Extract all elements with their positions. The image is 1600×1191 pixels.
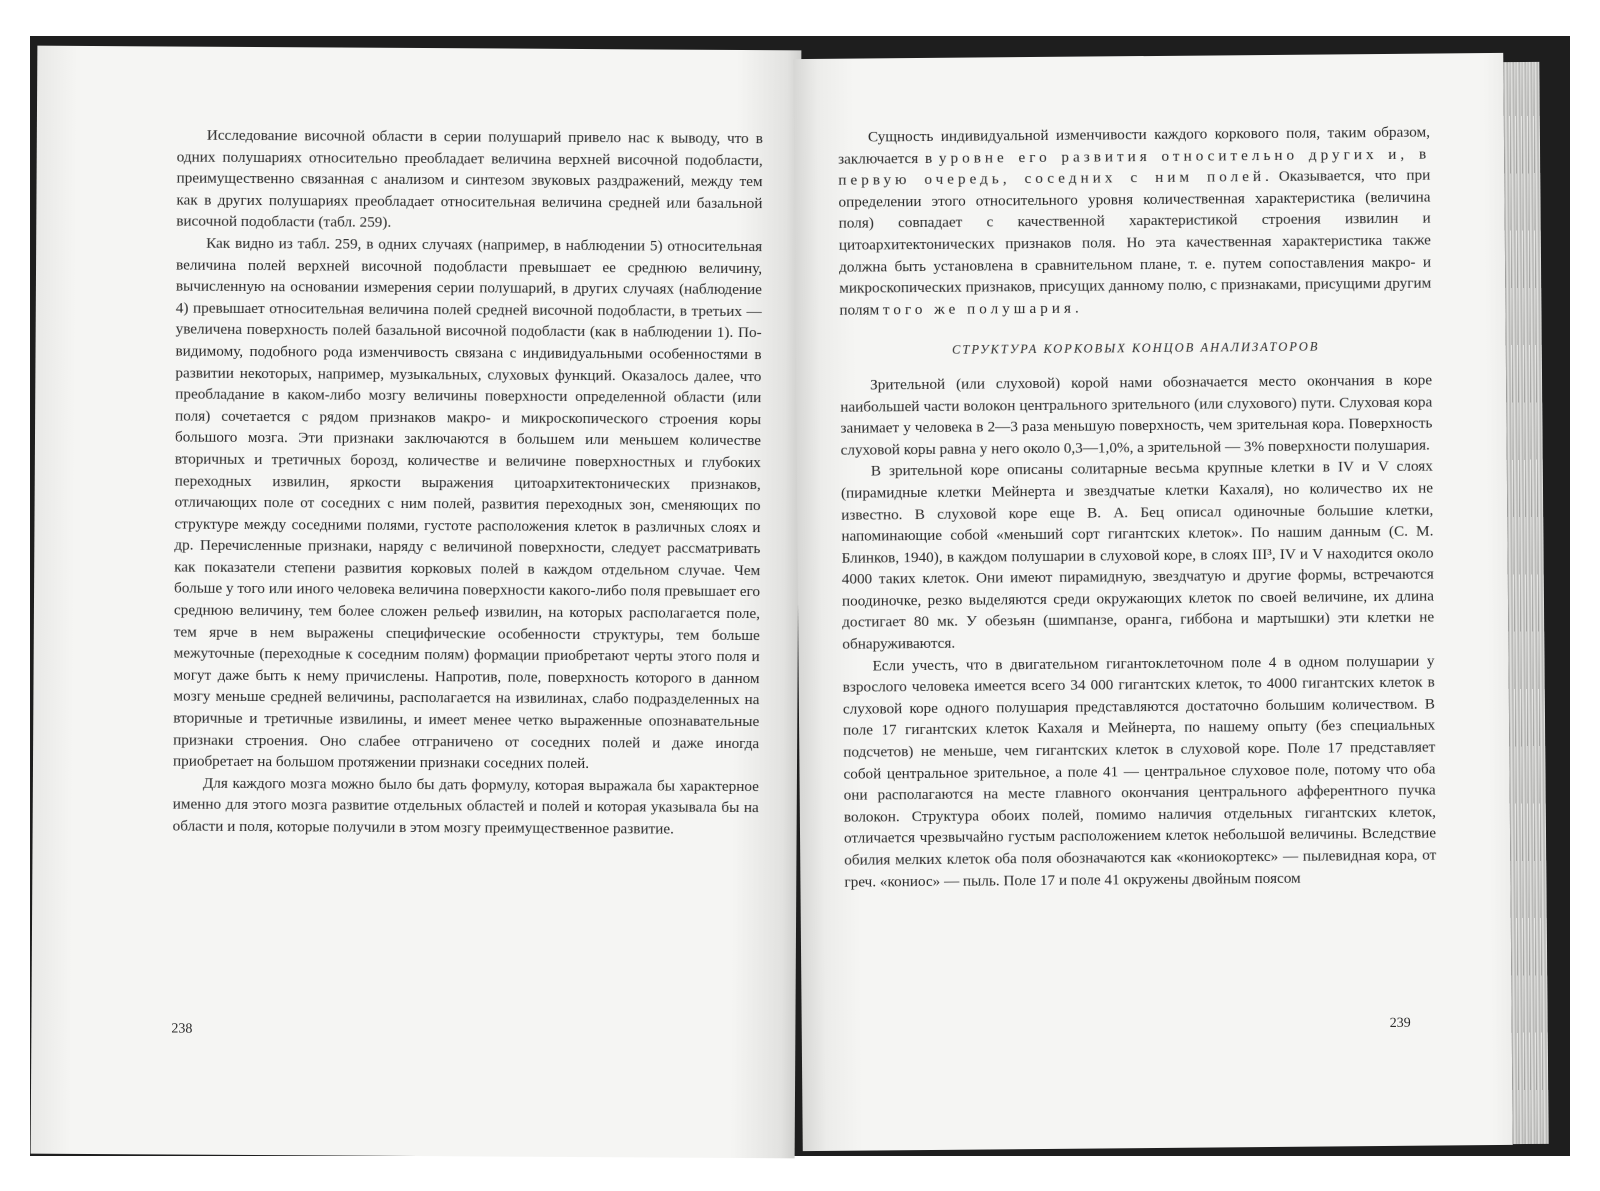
right-page-text — [838, 122, 1437, 893]
left-paragraph-3: Для каждого мозга можно было бы дать формулу, которая выражала бы характерное именно для этого мозга развитие отдельных областей и полей и которая указывала бы на области и поля, которые получили в этом мозгу преимущественное развитие. — [172, 774, 759, 838]
left-paragraph-1: Исследование височной области в серии полушарий привело нас к выводу, что в одних полушариях относительно преобладает величина верхней височной подобласти, преимущественно связанная с анализом и синтезом звуковых раздражений, между тем как в других полушариях преобладает относительная величина средней или базальной височной подобласти (табл. 259). — [176, 126, 763, 232]
left-page — [31, 46, 802, 1159]
right-paragraph-1-end: . — [1074, 299, 1079, 317]
left-page-text — [173, 125, 763, 841]
right-paragraph-1 — [838, 122, 1432, 322]
right-paragraph-1-start: Сущность индивидуальной изменчивости каждого коркового поля, таким образом, заключается в — [838, 123, 1430, 168]
right-paragraph-1-middle: . Оказывается, что при определении этого относительного уровня количественная характеристика (величина поля) совпадает с качественной характеристикой строения извилин и цитоархитектонических признаков поля. Но эта качественная характеристика также должна быть установлена в сравнительном плане, т. е. путем сопоставления макро- и микроскопических признаков, присущих данному полю, с признаками, присущими другим полям — [838, 166, 1432, 319]
left-paragraph-2: Как видно из табл. 259, в одних случаях (например, в наблюдении 5) относительная величина полей верхней височной подобласти превышает ее среднюю величину, вычисленную на основании измерения серии полушарий, в других случаях (наблюдение 4) превышает относительная величина полей средней височной подобласти, в третьих — увеличена поверхность полей базальной височной подобласти (как в наблюдении 1). По-видимому, подобного рода изменчивость связана с индивидуальными особенностями в развитии некоторых, например, музыкальных, слуховых функций. Оказалось далее, что преобладание в каком-либо мозгу величины поверхности определенной области (или поля) сочетается с рядом признаков макро- и микроскопического строения коры большого мозга. Эти признаки заключаются в большем или меньшем количестве вторичных и третичных борозд, количестве и величине поверхностных и глубоких переходных извилин, яркости выражения цитоархитектонических признаков, отличающих поле от соседних с ним полей, развития переходных зон, сменяющих по структуре между соседними полями, густоте расположения клеток в различных слоях и др. Перечисленные признаки, наряду с величиной поверхности, следует рассматривать как показатели степени развития корковых полей в каждом отдельном случае. Чем больше у того или иного человека величина поверхности какого-либо поля превышает его среднюю величину, тем более сложен рельеф извилин, на которых располагается поле, тем ярче в нем выражены специфические особенности структуры, тем больше межуточные (переходные к соседним полям) формации приобретают черты этого поля и могут даже быть к нему причислены. Напротив, поле, поверхность которого в данном мозгу меньше средней величины, располагается на извилинах, слабо подразделенных на вторичные и третичные извилины, и имеет менее четко выраженные опознавательные признаки строения. Оно слабее отграничено от соседних полей и даже иногда приобретает на большом протяжении признаки соседних полей. — [172, 234, 763, 773]
right-paragraph-3: В зрительной коре описаны солитарные весьма крупные клетки в IV и V слоях (пирамидные клетки Мейнерта и звездчатые клетки Кахаля), но количество их не известно. В слуховой коре еще В. А. Бец описал одиночные большие клетки, напоминающие собой «меньший сорт гигантских клеток». По нашим данным (С. М. Блинков, 1940), в каждом полушарии в слуховой коре, в слоях III³, IV и V находится около 4000 таких клеток. Они имеют пирамидную, звездчатую и другие формы, встречаются поодиночке, резко выделяются среди окружающих клеток по своей величине, их длина достигает 80 мк. У обезьян (шимпанзе, оранга, гиббона и мартышки) эти клетки не обнаруживаются. — [840, 457, 1435, 653]
emphasis-same-hemisphere: того же полушария — [882, 299, 1075, 319]
right-page — [793, 53, 1513, 1151]
section-heading: СТРУКТУРА КОРКОВЫХ КОНЦОВ АНАЛИЗАТОРОВ — [952, 339, 1320, 358]
right-paragraph-2: Зрительной (или слуховой) корой нами обозначается место окончания в коре наибольшей части волокон центрального зрительного (или слухового) пути. Слуховая кора занимает у человека в 2—3 раза меньшую поверхность, чем зрительная кора. Поверхность слуховой коры равна у него около 0,3—1,0%, а зрительной — 3% поверхности полушария. — [840, 371, 1433, 459]
right-paragraph-4: Если учесть, что в двигательном гигантоклеточном поле 4 в одном полушарии у взрослого человека имеется всего 34 000 гигантских клеток, то 4000 гигантских клеток в слуховой коре одного полушария представляются достаточно большим количеством. В поле 17 гигантских клеток Кахаля и Мейнерта, по нашему опыту (без специальных подсчетов) не меньше, чем гигантских клеток в слуховой коре. Поле 17 представляет собой центральное зрительное, а поле 41 — центральное слуховое поле, потому что оба они располагаются на месте главного окончания центрального афферентного пучка волокон. Структура обоих полей, помимо наличия отдельных гигантских клеток, отличается чрезвычайно густым расположением клеток небольшой величины. Вследствие обилия мелких клеток оба поля обозначаются как «кониокортекс» — пылевидная кора, от греч. «кониос» — пыль. Поле 17 и поле 41 окружены двойным поясом — [842, 652, 1437, 891]
left-page-number: 238 — [171, 1021, 193, 1037]
emphasis-level-of-development: уровне его развития относительно других и, в первую очередь, соседних с ним полей — [838, 145, 1431, 189]
right-page-number: 239 — [1389, 1015, 1411, 1031]
